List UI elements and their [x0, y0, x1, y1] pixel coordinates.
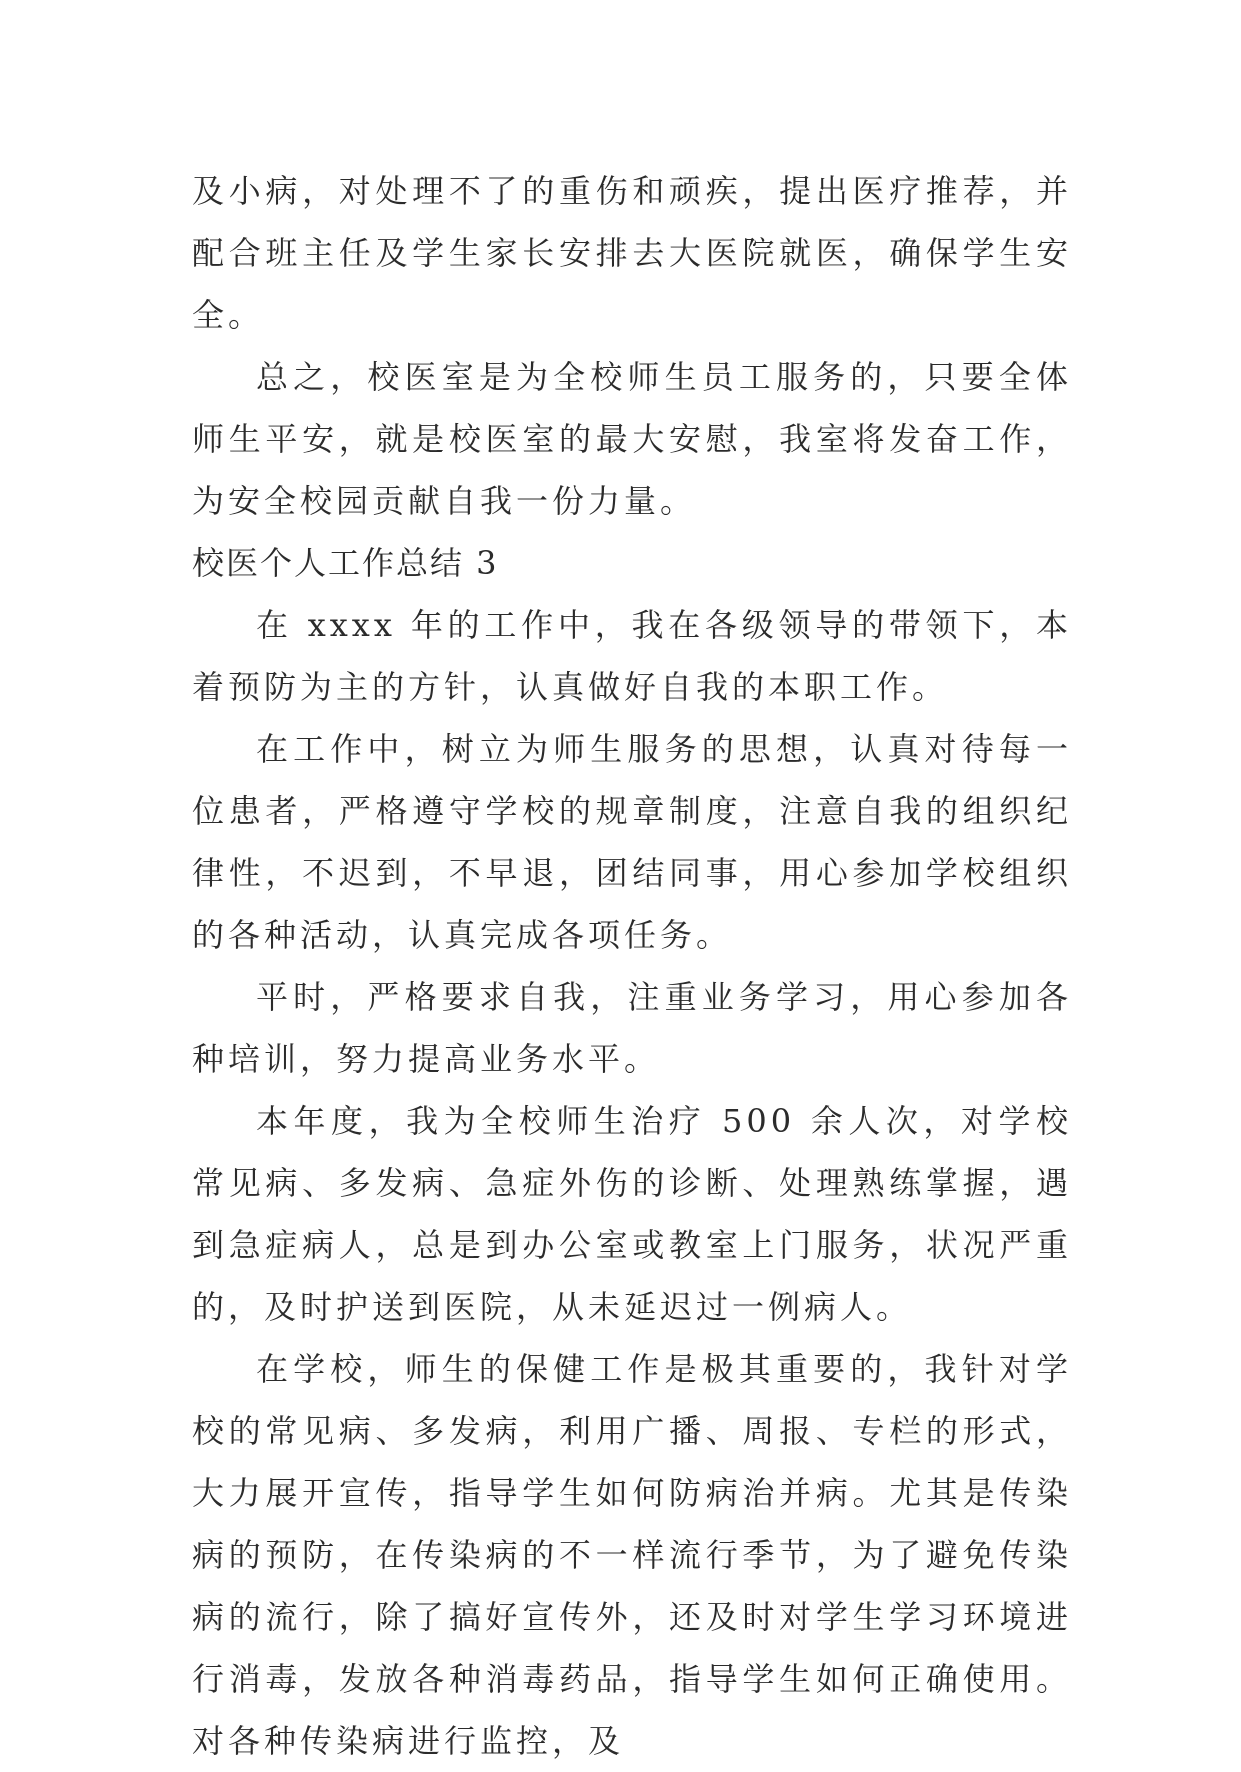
paragraph: 在 xxxx 年的工作中，我在各级领导的带领下，本着预防为主的方针，认真做好自我的本职工作。: [192, 606, 1072, 706]
paragraph: 在工作中，树立为师生服务的思想，认真对待每一位患者，严格遵守学校的规章制度，注意自我的组织纪律性，不迟到，不早退，团结同事，用心参加学校组织的各种活动，认真完成各项任务。: [192, 730, 1072, 954]
paragraph: 平时，严格要求自我，注重业务学习，用心参加各种培训，努力提高业务水平。: [192, 978, 1072, 1078]
paragraph-conclusion: 总之，校医室是为全校师生员工服务的，只要全体师生平安，就是校医室的最大安慰，我室将发奋工作，为安全校园贡献自我一份力量。: [192, 358, 1072, 520]
paragraph-continued: 及小病，对处理不了的重伤和顽疾，提出医疗推荐，并配合班主任及学生家长安排去大医院就医，确保学生安全。: [192, 172, 1072, 334]
paragraph: 在学校，师生的保健工作是极其重要的，我针对学校的常见病、多发病，利用广播、周报、专栏的形式，大力展开宣传，指导学生如何防病治并病。尤其是传染病的预防，在传染病的不一样流行季节，为了避免传染病的流行，除了搞好宣传外，还及时对学生学习环境进行消毒，发放各种消毒药品，指导学生如何正确使用。对各种传染病进行监控，及: [192, 1350, 1072, 1760]
section-heading: 校医个人工作总结 3: [192, 544, 499, 582]
document-body: [192, 160, 1072, 1772]
paragraph: 本年度，我为全校师生治疗 500 余人次，对学校常见病、多发病、急症外伤的诊断、处理熟练掌握，遇到急症病人，总是到办公室或教室上门服务，状况严重的，及时护送到医院，从未延迟过一例病人。: [192, 1102, 1072, 1326]
